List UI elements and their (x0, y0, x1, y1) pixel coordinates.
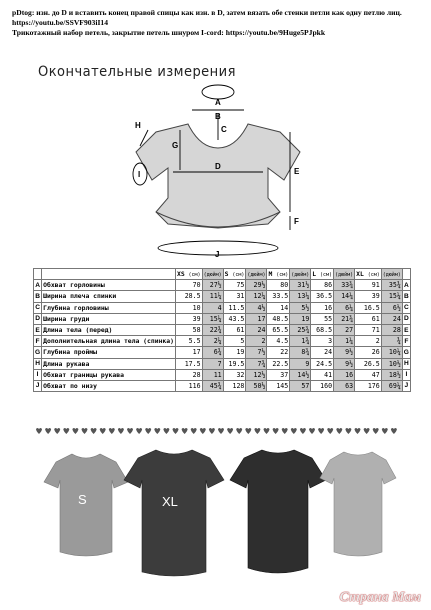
heart-icon (36, 428, 42, 434)
heart-icon (327, 428, 333, 434)
photo-label-s: S (78, 492, 87, 507)
heart-icon (245, 428, 251, 434)
photo-back-dark (230, 450, 326, 573)
section-title: Окончательные измерения (38, 64, 236, 80)
pattern-notes (12, 8, 422, 38)
table-header-row: XS (см) (дюйм) S (см) (дюйм) M (см) (дюйм) L (см) (дюйм) XL (см) (дюйм) (34, 269, 411, 280)
heart-icon (382, 428, 388, 434)
heart-icon (264, 428, 270, 434)
measurements-table (33, 268, 411, 392)
size-l: L (см) (312, 270, 333, 279)
video-link-2[interactable]: https://youtu.be/9Huge5PJpkk (225, 28, 326, 37)
heart-icon (163, 428, 169, 434)
heart-icon (364, 428, 370, 434)
table-row: C Глубина горловины 10 4 11.5 4½ 14 5½ 16 6¼ 16.5 6½ C (35, 303, 409, 312)
label-c: C (221, 125, 227, 134)
label-h: H (135, 121, 141, 130)
heart-icon (273, 428, 279, 434)
size-xs: XS (см) (176, 270, 201, 279)
heart-icon (191, 428, 197, 434)
heart-icon (173, 428, 179, 434)
heart-icon (355, 428, 361, 434)
heart-icon (282, 428, 288, 434)
table-row: F Дополнительная длина тела (спинка) 5.5 2¼ 5 2 4.5 1¾ 3 1¼ 2 ¾ F (34, 336, 411, 347)
garment-schematic (118, 82, 318, 258)
heart-icon (100, 428, 106, 434)
photo-size-s (44, 454, 128, 556)
heart-icon (227, 428, 233, 434)
table-row: J Обхват по низу 116 45¾ 128 50½ 145 57 160 63 176 69¼ J (34, 380, 411, 391)
heart-icon (391, 428, 397, 434)
note-pdtog: pDtog: изн. до D и вставить конец правой спицы как изн. в D, затем вязать обе стенки петли как одну петлю лиц. https://youtu.be/SSVF903iI14 (12, 8, 402, 27)
hearts-divider (32, 426, 402, 436)
measurements-table-wrap (33, 268, 409, 392)
table-row: B Ширина плеча спинки 28.5 11¼ 31 12¼ 33.5 13¼ 36.5 14¼ 39 15¼ B (35, 292, 409, 301)
size-xl: XL (см) (356, 270, 380, 279)
table-row: D Ширина груди 39 15¼ 43.5 17 48.5 19 55 21¾ 61 24 D (35, 314, 409, 323)
photo-size-xl (124, 450, 224, 576)
table-row: E Длина тела (перед) 58 22¾ 61 24 65.5 25¾ 68.5 27 71 28 E (35, 326, 409, 335)
heart-icon (63, 428, 69, 434)
note-cast-on: Трикотажный набор петель, закрытие петель шнуром I-cord: https://youtu.be/9Huge5PJpkk (12, 28, 326, 37)
heart-icon (154, 428, 160, 434)
label-f: F (294, 217, 299, 226)
label-d: D (215, 162, 221, 171)
heart-icon (209, 428, 215, 434)
measurements-body (34, 280, 411, 392)
heart-icon (345, 428, 351, 434)
heart-icon (82, 428, 88, 434)
heart-icon (127, 428, 133, 434)
table-row: H Длина рукава 17.5 7 19.5 7¾ 22.5 9 24.5 9½ 26.5 10½ H (35, 359, 409, 368)
table-row: G Глубина проймы 17 6¾ 19 7½ 22 8¾ 24 9½ 26 10¼ G (35, 348, 409, 357)
site-watermark: Страна Мам (339, 590, 421, 605)
heart-icon (373, 428, 379, 434)
label-a: A (215, 98, 221, 107)
heart-icon (45, 428, 51, 434)
table-row: I Обхват границы рукава 28 11 32 12½ 37 14½ 41 16 47 18½ I (34, 369, 411, 380)
heart-icon (182, 428, 188, 434)
photo-back-light (320, 452, 396, 556)
heart-icon (54, 428, 60, 434)
heart-icon (145, 428, 151, 434)
heart-icon (309, 428, 315, 434)
label-b: B (215, 112, 221, 121)
garment-photos (36, 440, 398, 590)
size-s: S (см) (224, 270, 245, 279)
heart-icon (218, 428, 224, 434)
video-link-1[interactable]: https://youtu.be/SSVF903iI14 (12, 18, 108, 27)
table-row: A Обхват горловины 70 27½ 75 29½ 80 31½ 86 33¾ 91 35¾ A (35, 281, 409, 290)
heart-icon (200, 428, 206, 434)
label-g: G (172, 141, 179, 150)
heart-icon (236, 428, 242, 434)
heart-icon (300, 428, 306, 434)
heart-icon (72, 428, 78, 434)
heart-icon (91, 428, 97, 434)
heart-icon (291, 428, 297, 434)
size-m: M (см) (268, 270, 289, 279)
heart-icon (318, 428, 324, 434)
heart-icon (136, 428, 142, 434)
photo-label-xl: XL (162, 494, 178, 509)
label-j: J (215, 250, 220, 258)
heart-icon (336, 428, 342, 434)
label-i: I (138, 170, 141, 179)
heart-icon (254, 428, 260, 434)
heart-icon (109, 428, 115, 434)
heart-icon (118, 428, 124, 434)
label-e: E (294, 167, 300, 176)
